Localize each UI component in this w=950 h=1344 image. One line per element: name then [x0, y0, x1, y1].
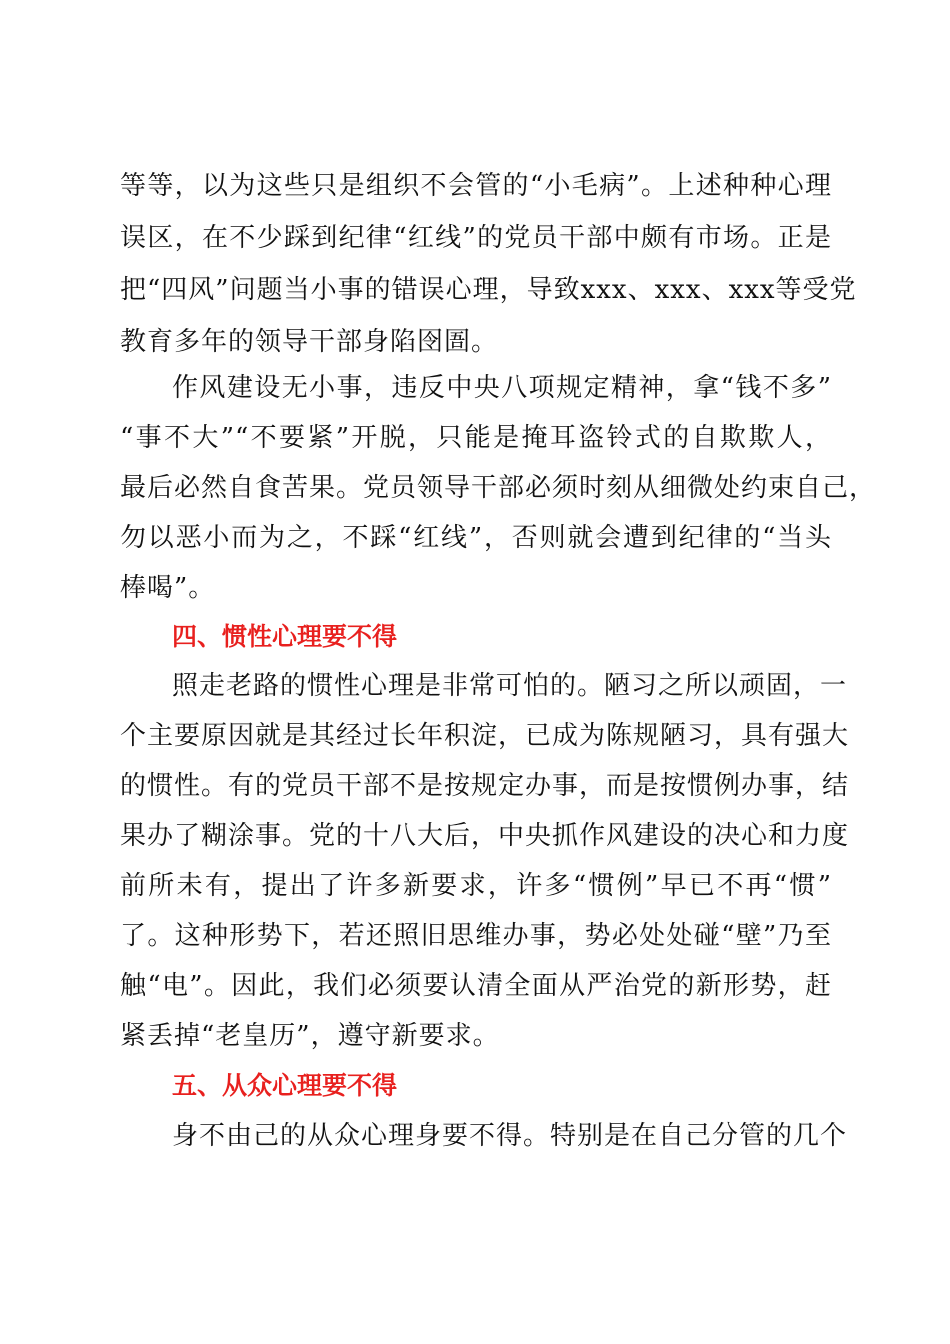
paragraph-line: “事不大”“不要紧”开脱，只能是掩耳盗铃式的自欺欺人，: [120, 423, 832, 453]
section-heading: 五、从众心理要不得: [172, 1071, 398, 1100]
paragraph-line: 作风建设无小事，违反中央八项规定精神，拿“钱不多”: [172, 373, 832, 403]
paragraph-line: 最后必然自食苦果。党员领导干部必须时刻从细微处约束自己，: [120, 473, 877, 503]
paragraph-line: 前所未有，提出了许多新要求，许多“惯例”早已不再“惯”: [120, 871, 832, 901]
paragraph-line: 个主要原因就是其经过长年积淀，已成为陈规陋习，具有强大: [120, 721, 850, 751]
paragraph-line: 果办了糊涂事。党的十八大后，中央抓作风建设的决心和力度: [120, 821, 850, 851]
paragraph-line: 等等，以为这些只是组织不会管的“小毛病”。上述种种心理: [120, 171, 832, 201]
paragraph-line: 身不由己的从众心理身要不得。特别是在自己分管的几个: [172, 1121, 848, 1151]
paragraph-line: 棒喝”。: [120, 573, 216, 603]
paragraph-line: 紧丢掉“老皇历”，遵守新要求。: [120, 1021, 500, 1051]
paragraph-line: 照走老路的惯性心理是非常可怕的。陋习之所以顽固，一: [172, 671, 848, 701]
paragraph-line: 了。这种形势下，若还照旧思维办事，势必处处碰“壁”乃至: [120, 921, 832, 951]
paragraph-line: 把“四风”问题当小事的错误心理，导致xxx、xxx、xxx等受党: [120, 275, 857, 305]
section-heading: 四、惯性心理要不得: [172, 622, 398, 651]
paragraph-line: 误区，在不少踩到纪律“红线”的党员干部中颇有市场。正是: [120, 223, 832, 253]
paragraph-line: 教育多年的领导干部身陷囹圄。: [120, 327, 499, 357]
paragraph-line: 触“电”。因此，我们必须要认清全面从严治党的新形势，赶: [120, 971, 832, 1001]
paragraph-line: 的惯性。有的党员干部不是按规定办事，而是按惯例办事，结: [120, 771, 850, 801]
paragraph-line: 勿以恶小而为之，不踩“红线”，否则就会遭到纪律的“当头: [120, 523, 832, 553]
